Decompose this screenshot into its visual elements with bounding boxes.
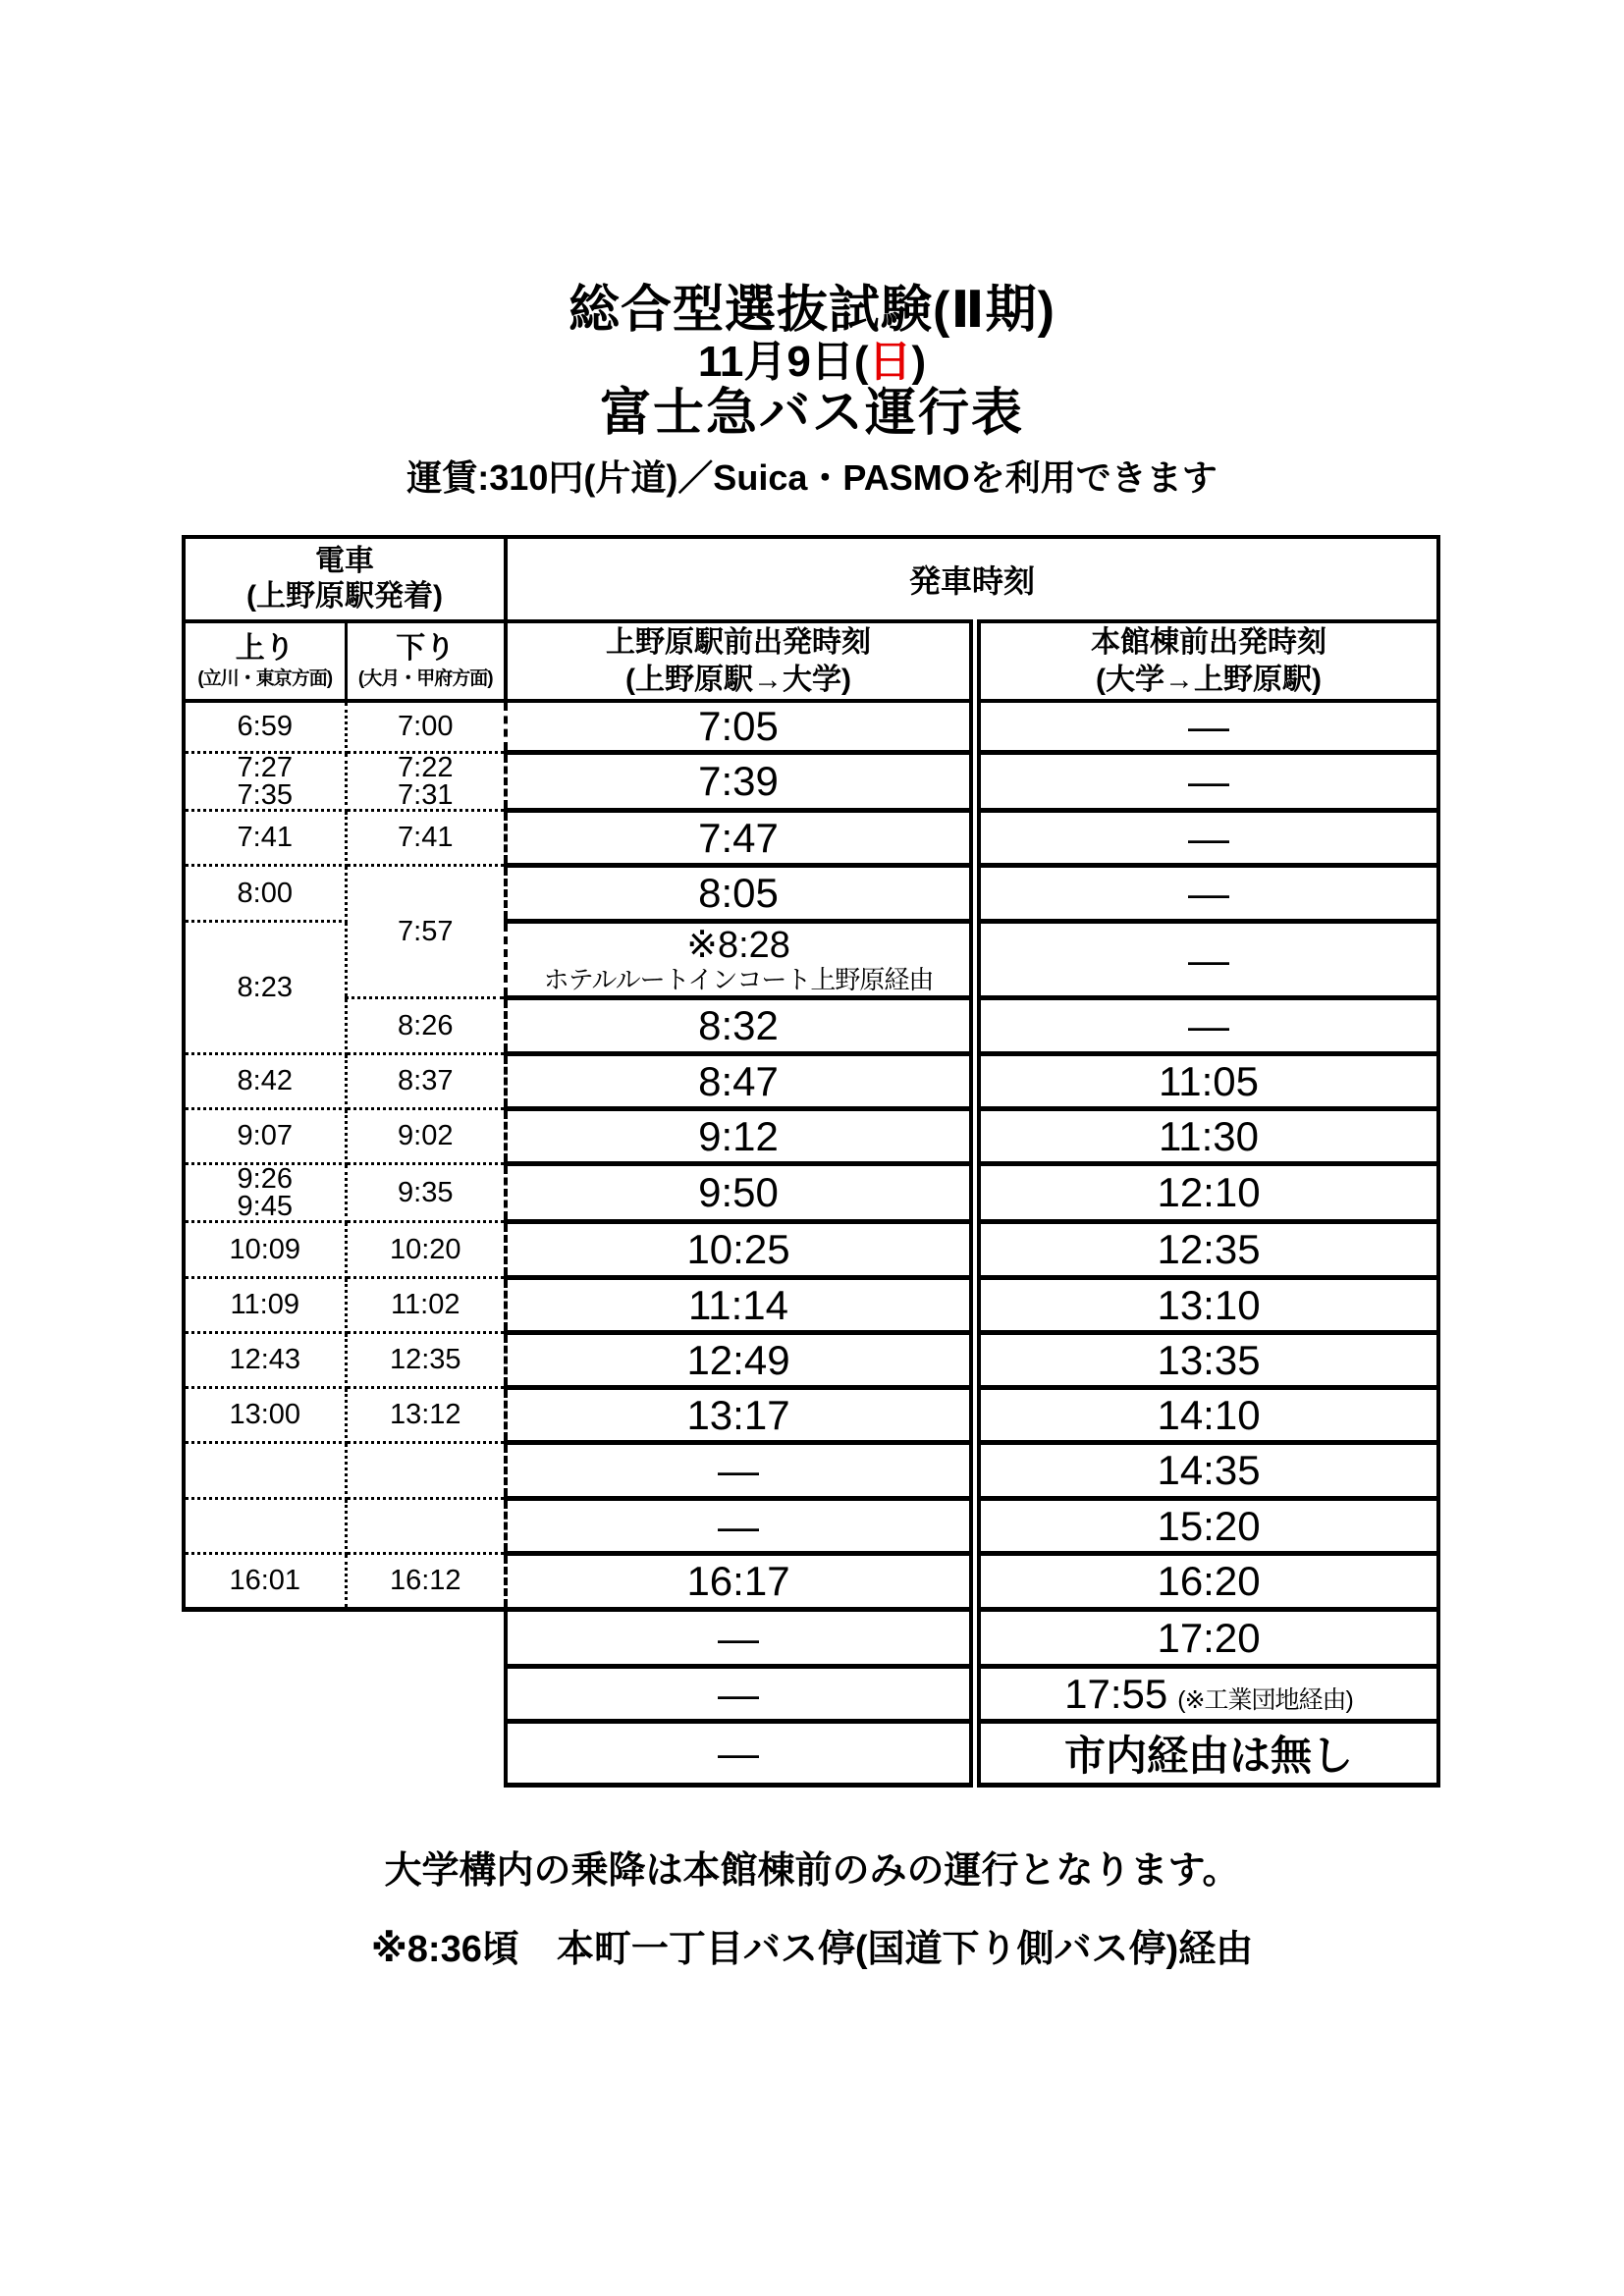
train-down-time: 13:12 xyxy=(346,1388,506,1443)
empty-cell xyxy=(346,1667,506,1722)
bus-to-station-sub: (大学→上野原駅) xyxy=(1096,663,1323,696)
table-header-row-columns xyxy=(184,621,1438,701)
up-title: 上り xyxy=(235,631,295,665)
train-up-time: 7:41 xyxy=(184,811,346,866)
bus-departure-time-value: ※8:28 xyxy=(686,924,790,966)
down-column-header xyxy=(346,621,506,701)
bus-return-time: ― xyxy=(975,753,1438,811)
table-row xyxy=(184,1333,1438,1388)
bus-return-time: 11:05 xyxy=(975,1054,1438,1109)
train-up-time: 10:09 xyxy=(184,1222,346,1278)
bus-to-station-title: 本館棟前出発時刻 xyxy=(1091,625,1327,659)
empty-cell xyxy=(346,1610,506,1667)
table-row xyxy=(184,1278,1438,1333)
table-row xyxy=(184,1222,1438,1278)
train-up-time: 12:43 xyxy=(184,1333,346,1388)
bus-return-time: 14:35 xyxy=(975,1443,1438,1499)
bus-return-time: 11:30 xyxy=(975,1109,1438,1164)
train-up-time: 8:00 xyxy=(184,866,346,922)
train-down-time-2: 7:31 xyxy=(398,779,454,811)
table-row xyxy=(184,1722,1438,1786)
bus-departure-time: 13:17 xyxy=(506,1388,975,1443)
train-up-time: 9:07 xyxy=(184,1109,346,1164)
train-down-time: 8:37 xyxy=(346,1054,506,1109)
bus-return-time: ― xyxy=(975,866,1438,922)
bus-departure-time: 9:50 xyxy=(506,1164,975,1222)
train-down-time: 9:02 xyxy=(346,1109,506,1164)
train-up-time: 6:59 xyxy=(184,701,346,753)
bus-return-time: 12:35 xyxy=(975,1222,1438,1278)
bus-departure-time: ― xyxy=(506,1443,975,1499)
bus-departure-time: 9:12 xyxy=(506,1109,975,1164)
fare-note: 運賃:310円(片道)／Suica・PASMOを利用できます xyxy=(406,457,1218,498)
campus-stop-note: 大学構内の乗降は本館棟前のみの運行となります。 xyxy=(384,1850,1240,1892)
title-block xyxy=(0,282,1624,498)
bus-return-time: ― xyxy=(975,811,1438,866)
train-down-time-1: 7:22 xyxy=(398,752,454,783)
train-up-time: 11:09 xyxy=(184,1278,346,1333)
train-up-time xyxy=(184,753,346,811)
bus-departure-time: 7:47 xyxy=(506,811,975,866)
page-title-exam: 総合型選抜試験(Ⅱ期) xyxy=(568,282,1056,339)
bus-return-time: 17:20 xyxy=(975,1610,1438,1667)
bus-return-time: ― xyxy=(975,701,1438,753)
train-up-time-1: 7:27 xyxy=(237,752,293,783)
bus-departure-time: 7:05 xyxy=(506,701,975,753)
exam-date-prefix: 11月9日( xyxy=(697,338,869,386)
bus-departure-route-note: ホテルルートインコート上野原経由 xyxy=(543,964,934,994)
bus-to-station-header xyxy=(975,621,1438,701)
table-row xyxy=(184,1554,1438,1610)
empty-cell xyxy=(184,1722,346,1786)
empty-cell xyxy=(346,1722,506,1786)
bus-return-time: 13:35 xyxy=(975,1333,1438,1388)
train-up-time-2: 7:35 xyxy=(237,779,293,811)
bus-departure-time: 7:39 xyxy=(506,753,975,811)
train-down-time: 7:57 xyxy=(346,866,506,998)
bus-departure-time: 8:32 xyxy=(506,998,975,1054)
bus-return-time: 16:20 xyxy=(975,1554,1438,1610)
train-down-time xyxy=(346,1499,506,1554)
train-down-time: 16:12 xyxy=(346,1554,506,1610)
train-up-time xyxy=(184,1443,346,1499)
exam-date-weekday: 日 xyxy=(868,338,912,386)
up-column-header xyxy=(184,621,346,701)
table-row xyxy=(184,1054,1438,1109)
bus-return-time: 14:10 xyxy=(975,1388,1438,1443)
train-group-header xyxy=(184,537,506,621)
empty-cell xyxy=(184,1610,346,1667)
bus-return-time-value: 17:55 xyxy=(1064,1670,1168,1717)
bus-return-time: 15:20 xyxy=(975,1499,1438,1554)
honcho-stop-note: ※8:36頃 本町一丁目バス停(国道下り側バス停)経由 xyxy=(370,1929,1254,1970)
train-up-time: 8:23 xyxy=(184,922,346,1054)
train-down-time: 10:20 xyxy=(346,1222,506,1278)
up-sub: (立川・東京方面) xyxy=(197,667,333,689)
bus-return-no-city-route: 市内経由は無し xyxy=(975,1722,1438,1786)
table-row xyxy=(184,811,1438,866)
empty-cell xyxy=(184,1667,346,1722)
train-up-time-1: 9:26 xyxy=(237,1163,293,1195)
page-title-bus: 富士急バス運行表 xyxy=(599,385,1024,442)
exam-date-suffix: ) xyxy=(911,338,927,386)
train-down-time: 7:00 xyxy=(346,701,506,753)
bus-timetable xyxy=(182,535,1440,1788)
bus-departure-time: ― xyxy=(506,1610,975,1667)
exam-date xyxy=(0,339,1624,386)
table-row xyxy=(184,753,1438,811)
bus-return-route-note: (※工業団地経由) xyxy=(1177,1685,1353,1714)
table-row xyxy=(184,1499,1438,1554)
train-up-time-2: 9:45 xyxy=(237,1191,293,1222)
bus-departure-time: 11:14 xyxy=(506,1278,975,1333)
table-header-row-groups xyxy=(184,537,1438,621)
bus-to-univ-header xyxy=(506,621,975,701)
bus-departure-time: 8:05 xyxy=(506,866,975,922)
train-group-title: 電車 xyxy=(315,545,374,577)
table-row xyxy=(184,866,1438,922)
train-down-time: 9:35 xyxy=(346,1164,506,1222)
train-up-time: 8:42 xyxy=(184,1054,346,1109)
table-row xyxy=(184,1443,1438,1499)
bus-departure-time: ― xyxy=(506,1667,975,1722)
bus-return-time: 12:10 xyxy=(975,1164,1438,1222)
bus-departure-time: 10:25 xyxy=(506,1222,975,1278)
train-up-time xyxy=(184,1499,346,1554)
train-up-time xyxy=(184,1164,346,1222)
bus-to-univ-sub: (上野原駅→大学) xyxy=(625,663,851,696)
bus-departure-time: 16:17 xyxy=(506,1554,975,1610)
down-sub: (大月・甲府方面) xyxy=(357,667,493,689)
bus-departure-time: ― xyxy=(506,1499,975,1554)
table-row xyxy=(184,1164,1438,1222)
train-down-time: 8:26 xyxy=(346,998,506,1054)
train-down-time: 7:41 xyxy=(346,811,506,866)
table-row xyxy=(184,998,1438,1054)
bus-departure-time: 12:49 xyxy=(506,1333,975,1388)
departure-group-header: 発車時刻 xyxy=(506,537,1438,621)
table-row xyxy=(184,1610,1438,1667)
train-down-time xyxy=(346,753,506,811)
bus-return-time: ― xyxy=(975,998,1438,1054)
train-down-time: 11:02 xyxy=(346,1278,506,1333)
bus-departure-time: ― xyxy=(506,1722,975,1786)
table-row xyxy=(184,1667,1438,1722)
table-row xyxy=(184,701,1438,753)
bus-departure-time xyxy=(506,922,975,998)
bus-departure-time: 8:47 xyxy=(506,1054,975,1109)
bus-return-time: ― xyxy=(975,922,1438,998)
table-row xyxy=(184,1109,1438,1164)
train-up-time: 16:01 xyxy=(184,1554,346,1610)
train-up-time: 13:00 xyxy=(184,1388,346,1443)
train-group-sub: (上野原駅発着) xyxy=(246,580,443,613)
bus-return-time xyxy=(975,1667,1438,1722)
bus-return-time: 13:10 xyxy=(975,1278,1438,1333)
train-down-time xyxy=(346,1443,506,1499)
train-down-time: 12:35 xyxy=(346,1333,506,1388)
bus-to-univ-title: 上野原駅前出発時刻 xyxy=(606,625,872,659)
table-row xyxy=(184,1388,1438,1443)
down-title: 下り xyxy=(396,631,456,665)
